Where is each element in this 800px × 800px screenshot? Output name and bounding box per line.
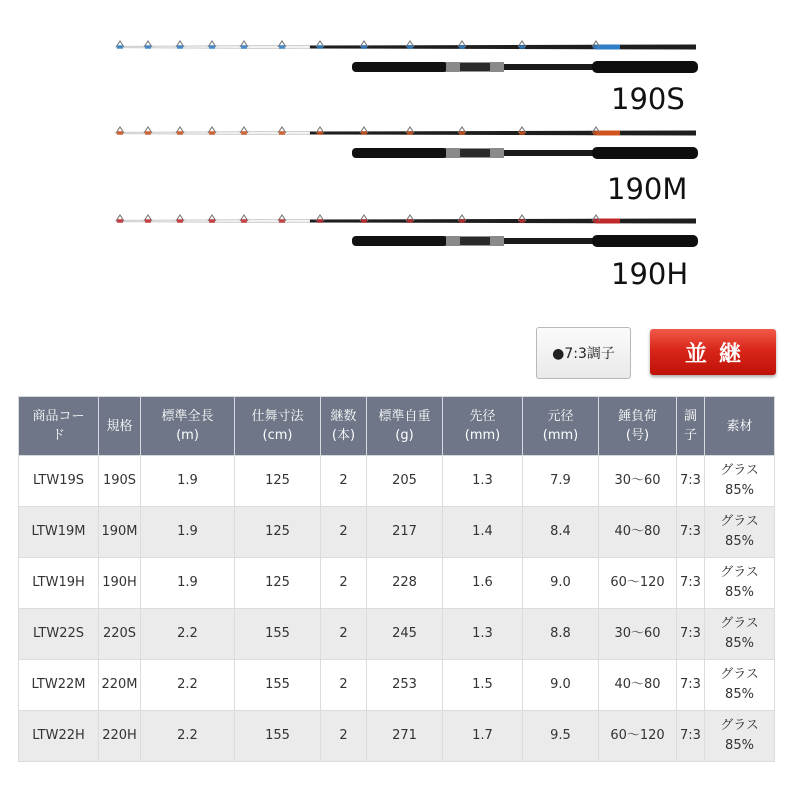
cell-closed-length: 125 [235,558,321,609]
column-header-line1: 素材 [726,418,753,434]
cell-standard-weight: 205 [367,456,443,507]
material-name: グラス [720,718,759,733]
material-name: グラス [720,514,759,529]
rod-guide-wrap [177,131,183,135]
cell-standard-length: 1.9 [141,507,235,558]
rod-label-190s: 190S [611,82,685,116]
cell-standard-length: 2.2 [141,711,235,762]
cell-action: 7:3 [677,609,705,660]
rod-guide-wrap [241,219,247,223]
rod-guide-wrap [209,45,215,49]
rod-fore-grip [352,62,448,72]
joint-type-badge: 並継 [650,329,776,375]
rod-guide-wrap [145,45,151,49]
cell-sinker-load: 60～120 [599,558,677,609]
cell-action: 7:3 [677,711,705,762]
action-button[interactable]: ●7:3調子 [536,327,631,379]
cell-butt-diameter: 9.0 [523,660,599,711]
cell-butt-diameter: 9.5 [523,711,599,762]
rod-guide-wrap [279,45,285,49]
rod-guide-wrap [145,219,151,223]
rod-guide-wrap [519,131,525,135]
rod-guide-wrap [407,219,413,223]
rod-1 [116,127,698,159]
rod-guide-wrap [279,219,285,223]
material-percent: 85% [725,483,754,498]
rod-guide-wrap [209,219,215,223]
rod-guide-wrap [593,131,599,135]
cell-standard-length: 2.2 [141,660,235,711]
cell-closed-length: 155 [235,660,321,711]
column-header [321,397,367,456]
cell-pieces: 2 [321,507,367,558]
rod-0 [116,41,698,73]
material-percent: 85% [725,585,754,600]
rod-reel-seat-ring [446,236,460,246]
column-header-line1: 規格 [106,418,133,434]
cell-product-code: LTW19H [19,558,99,609]
column-header [367,397,443,456]
column-header-line1: 調 [683,409,697,424]
rod-guide-wrap [593,45,599,49]
cell-spec: 190H [99,558,141,609]
rod-reel-seat-ring [490,62,504,72]
cell-tip-diameter: 1.7 [443,711,523,762]
rod-fore-grip [352,148,448,158]
cell-action: 7:3 [677,558,705,609]
spec-table [18,396,775,762]
material-percent: 85% [725,636,754,651]
material-name: グラス [720,565,759,580]
table-row [19,609,775,660]
column-header-line1: 標準自重 [378,409,431,424]
cell-closed-length: 155 [235,711,321,762]
rod-guide-wrap [317,45,323,49]
table-row [19,456,775,507]
rod-label-190m: 190M [607,172,688,206]
rod-reel-seat-ring [446,148,460,158]
cell-standard-weight: 271 [367,711,443,762]
rod-butt-shaft [504,150,594,156]
cell-tip-diameter: 1.6 [443,558,523,609]
column-header-line2: (g) [395,428,414,443]
column-header-line1: 継数 [330,409,357,424]
rod-guide-wrap [145,131,151,135]
cell-pieces: 2 [321,456,367,507]
cell-material [705,507,775,558]
cell-material [705,660,775,711]
column-header-line1: 標準全長 [161,409,214,424]
rod-reel-seat [460,63,490,72]
column-header-line1: 先径 [469,409,496,424]
cell-action: 7:3 [677,660,705,711]
material-percent: 85% [725,687,754,702]
material-percent: 85% [725,534,754,549]
cell-butt-diameter: 7.9 [523,456,599,507]
cell-tip-diameter: 1.3 [443,609,523,660]
cell-butt-diameter: 9.0 [523,558,599,609]
rod-butt-shaft [504,64,594,70]
material-name: グラス [720,667,759,682]
table-row [19,558,775,609]
cell-material [705,456,775,507]
rod-guide-wrap [177,45,183,49]
table-row [19,660,775,711]
column-header [443,397,523,456]
column-header-line2: (mm) [464,428,501,443]
rod-guide-wrap [177,219,183,223]
column-header [523,397,599,456]
column-header [99,397,141,456]
cell-pieces: 2 [321,558,367,609]
cell-product-code: LTW19S [19,456,99,507]
rod-rear-grip [592,147,698,159]
cell-spec: 220H [99,711,141,762]
rod-label-190h: 190H [611,257,689,291]
column-header-line2: (m) [176,428,199,443]
column-header-line2: (cm) [262,428,293,443]
rod-guide-wrap [279,131,285,135]
rod-reel-seat [460,149,490,158]
cell-material [705,609,775,660]
cell-tip-diameter: 1.3 [443,456,523,507]
cell-product-code: LTW22M [19,660,99,711]
rod-guide-wrap [209,131,215,135]
rod-reel-seat-ring [490,148,504,158]
table-row [19,507,775,558]
column-header-line2: ド [51,428,65,443]
column-header [599,397,677,456]
cell-standard-weight: 228 [367,558,443,609]
cell-sinker-load: 40～80 [599,507,677,558]
rod-guide-wrap [117,45,123,49]
spec-table-header [19,397,775,456]
cell-spec: 220M [99,660,141,711]
rod-guide-wrap [117,219,123,223]
column-header-line1: 元径 [547,409,574,424]
cell-closed-length: 155 [235,609,321,660]
cell-pieces: 2 [321,660,367,711]
rod-2 [116,215,698,247]
cell-material [705,558,775,609]
cell-spec: 190S [99,456,141,507]
cell-action: 7:3 [677,456,705,507]
cell-spec: 220S [99,609,141,660]
table-row [19,711,775,762]
cell-tip-diameter: 1.4 [443,507,523,558]
cell-product-code: LTW22S [19,609,99,660]
column-header [141,397,235,456]
cell-closed-length: 125 [235,456,321,507]
column-header-line1: 錘負荷 [617,409,657,424]
rod-guide-wrap [361,131,367,135]
rod-guide-wrap [361,219,367,223]
cell-sinker-load: 30～60 [599,456,677,507]
cell-material [705,711,775,762]
cell-sinker-load: 40～80 [599,660,677,711]
rod-guide-wrap [459,131,465,135]
rod-guide-wrap [459,219,465,223]
rod-guide-wrap [519,45,525,49]
column-header-line2: (号) [625,428,650,443]
column-header [677,397,705,456]
column-header [235,397,321,456]
rod-rear-grip [592,61,698,73]
cell-product-code: LTW22H [19,711,99,762]
rod-reel-seat-ring [446,62,460,72]
rod-guide-wrap [117,131,123,135]
column-header-line2: 子 [683,428,697,443]
rod-guide-wrap [407,131,413,135]
cell-pieces: 2 [321,609,367,660]
material-name: グラス [720,616,759,631]
column-header-line1: 仕舞寸法 [251,409,304,424]
column-header-line2: (mm) [542,428,579,443]
rod-rear-grip [592,235,698,247]
cell-standard-weight: 245 [367,609,443,660]
cell-sinker-load: 30～60 [599,609,677,660]
column-header [19,397,99,456]
rod-guide-wrap [407,45,413,49]
rod-fore-grip [352,236,448,246]
cell-standard-length: 1.9 [141,456,235,507]
rod-guide-wrap [361,45,367,49]
cell-closed-length: 125 [235,507,321,558]
rod-guide-wrap [593,219,599,223]
cell-sinker-load: 60～120 [599,711,677,762]
cell-action: 7:3 [677,507,705,558]
rod-reel-seat [460,237,490,246]
rod-reel-seat-ring [490,236,504,246]
material-name: グラス [720,463,759,478]
cell-standard-weight: 217 [367,507,443,558]
cell-standard-length: 1.9 [141,558,235,609]
rod-guide-wrap [317,131,323,135]
column-header-line1: 商品コー [32,409,85,424]
rod-guide-wrap [241,45,247,49]
cell-butt-diameter: 8.8 [523,609,599,660]
column-header-line2: (本) [331,428,356,443]
rod-butt-shaft [504,238,594,244]
cell-tip-diameter: 1.5 [443,660,523,711]
cell-product-code: LTW19M [19,507,99,558]
rod-guide-wrap [459,45,465,49]
material-percent: 85% [725,738,754,753]
cell-standard-weight: 253 [367,660,443,711]
cell-standard-length: 2.2 [141,609,235,660]
rod-guide-wrap [241,131,247,135]
cell-spec: 190M [99,507,141,558]
rod-guide-wrap [519,219,525,223]
cell-butt-diameter: 8.4 [523,507,599,558]
cell-pieces: 2 [321,711,367,762]
column-header [705,397,775,456]
rod-guide-wrap [317,219,323,223]
